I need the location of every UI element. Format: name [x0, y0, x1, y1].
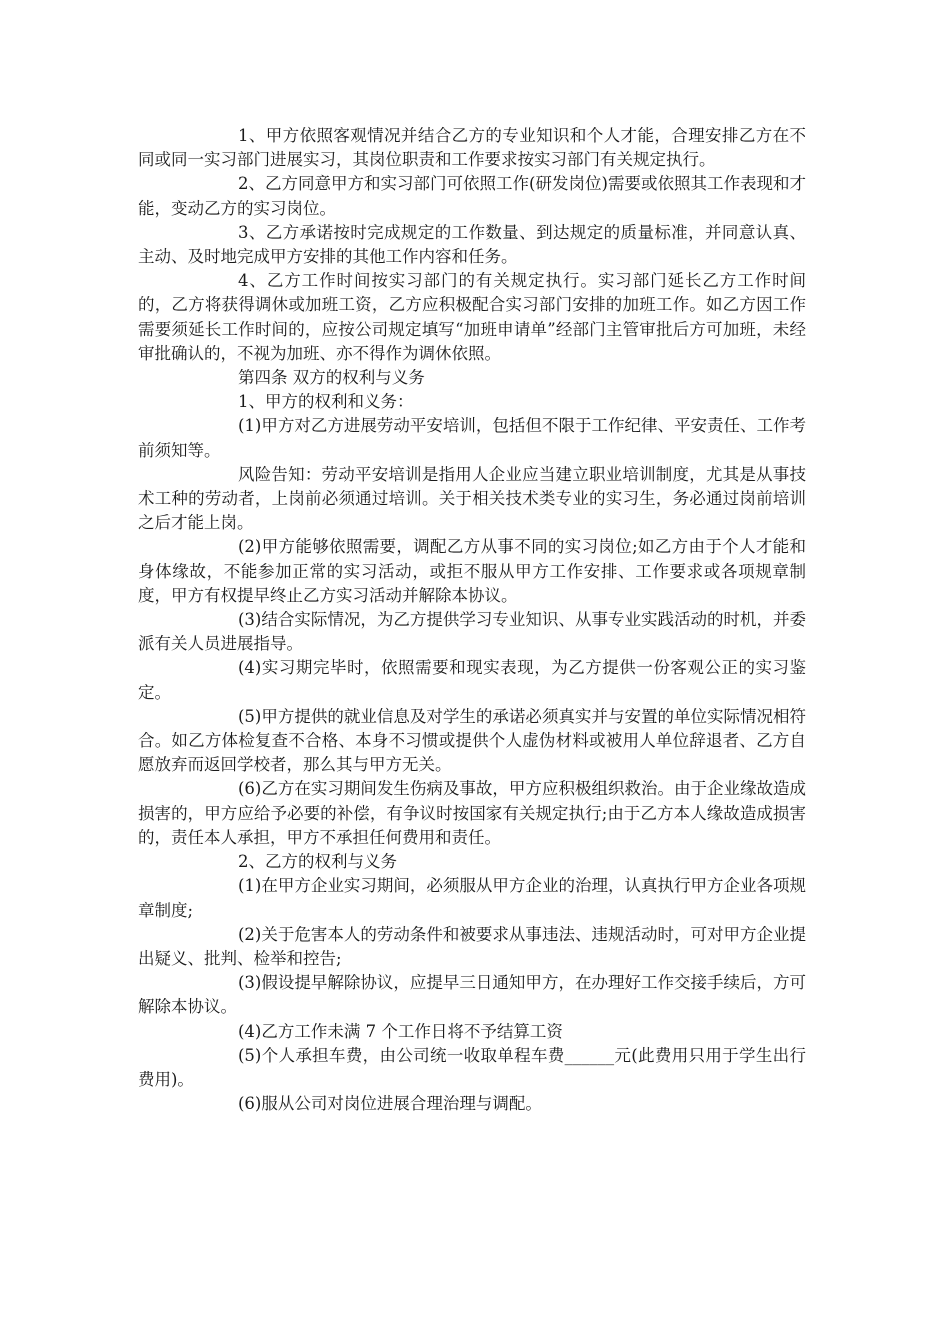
- clause-b-4: (4)乙方工作未满 7 个工作日将不予结算工资: [238, 1021, 563, 1041]
- clause-a-4: (4)实习期完毕时，依照需要和现实表现，为乙方提供一份客观公正的实习鉴定。: [138, 658, 806, 702]
- document-body: [138, 124, 806, 1116]
- clause-a-3: (3)结合实际情况，为乙方提供学习专业知识、从事专业实践活动的时机，并委派有关人员进展指导。: [138, 610, 806, 654]
- clause-a-1: (1)甲方对乙方进展劳动平安培训，包括但不限于工作纪律、平安责任、工作考前须知等。: [138, 416, 806, 460]
- subheading-party-a-rights: 1、甲方的权利和义务：: [238, 392, 414, 412]
- paragraph-3: 3、乙方承诺按时完成规定的工作数量、到达规定的质量标准，并同意认真、主动、及时地完成甲方安排的其他工作内容和任务。: [138, 222, 806, 267]
- clause-a-5: (5)甲方提供的就业信息及对学生的承诺必须真实并与安置的单位实际情况相符合。如乙方体检复查不合格、本身不习惯或提供个人虚伪材料或被用人单位辞退者、乙方自愿放弃而返回学校者，那么其与甲方无关。: [138, 706, 806, 775]
- paragraph-1: 1、甲方依照客观情况并结合乙方的专业知识和个人才能，合理安排乙方在不同或同一实习部门进展实习，其岗位职责和工作要求按实习部门有关规定执行。: [138, 126, 806, 170]
- subheading-party-b-rights: 2、乙方的权利与义务: [238, 852, 397, 872]
- clause-a-2: (2)甲方能够依照需要，调配乙方从事不同的实习岗位;如乙方由于个人才能和身体缘故，不能参加正常的实习活动，或拒不服从甲方工作安排、工作要求或各项规章制度，甲方有权提早终止乙方实习活动并解除本协议。: [138, 537, 806, 605]
- section-heading-article-4: 第四条 双方的权利与义务: [238, 368, 425, 388]
- clause-b-6: (6)服从公司对岗位进展合理治理与调配。: [238, 1094, 542, 1114]
- risk-notice: 风险告知：劳动平安培训是指用人企业应当建立职业培训制度，尤其是从事技术工种的劳动者，上岗前必须通过培训。关于相关技术类专业的实习生，务必通过岗前培训之后才能上岗。: [138, 464, 806, 533]
- clause-b-5: (5)个人承担车费，由公司统一收取单程车费______元(此费用只用于学生出行费用)。: [138, 1045, 806, 1089]
- clause-b-3: (3)假设提早解除协议，应提早三日通知甲方，在办理好工作交接手续后，方可解除本协议。: [138, 973, 806, 1017]
- paragraph-2: 2、乙方同意甲方和实习部门可依照工作(研发岗位)需要或依照其工作表现和才能，变动乙方的实习岗位。: [138, 174, 806, 218]
- paragraph-4: 4、乙方工作时间按实习部门的有关规定执行。实习部门延长乙方工作时间的，乙方将获得调休或加班工资，乙方应积极配合实习部门安排的加班工作。如乙方因工作需要须延长工作时间的，应按公司规定填写“加班申请单”经部门主管审批后方可加班，未经审批确认的，不视为加班、亦不得作为调休依照。: [138, 271, 806, 363]
- clause-b-1: (1)在甲方企业实习期间，必须服从甲方企业的治理，认真执行甲方企业各项规章制度;: [138, 876, 806, 920]
- clause-a-6: (6)乙方在实习期间发生伤病及事故，甲方应积极组织救治。由于企业缘故造成损害的，甲方应给予必要的补偿，有争议时按国家有关规定执行;由于乙方本人缘故造成损害的，责任本人承担，甲方不承担任何费用和责任。: [138, 779, 806, 847]
- clause-b-2: (2)关于危害本人的劳动条件和被要求从事违法、违规活动时，可对甲方企业提出疑义、批判、检举和控告;: [138, 924, 806, 968]
